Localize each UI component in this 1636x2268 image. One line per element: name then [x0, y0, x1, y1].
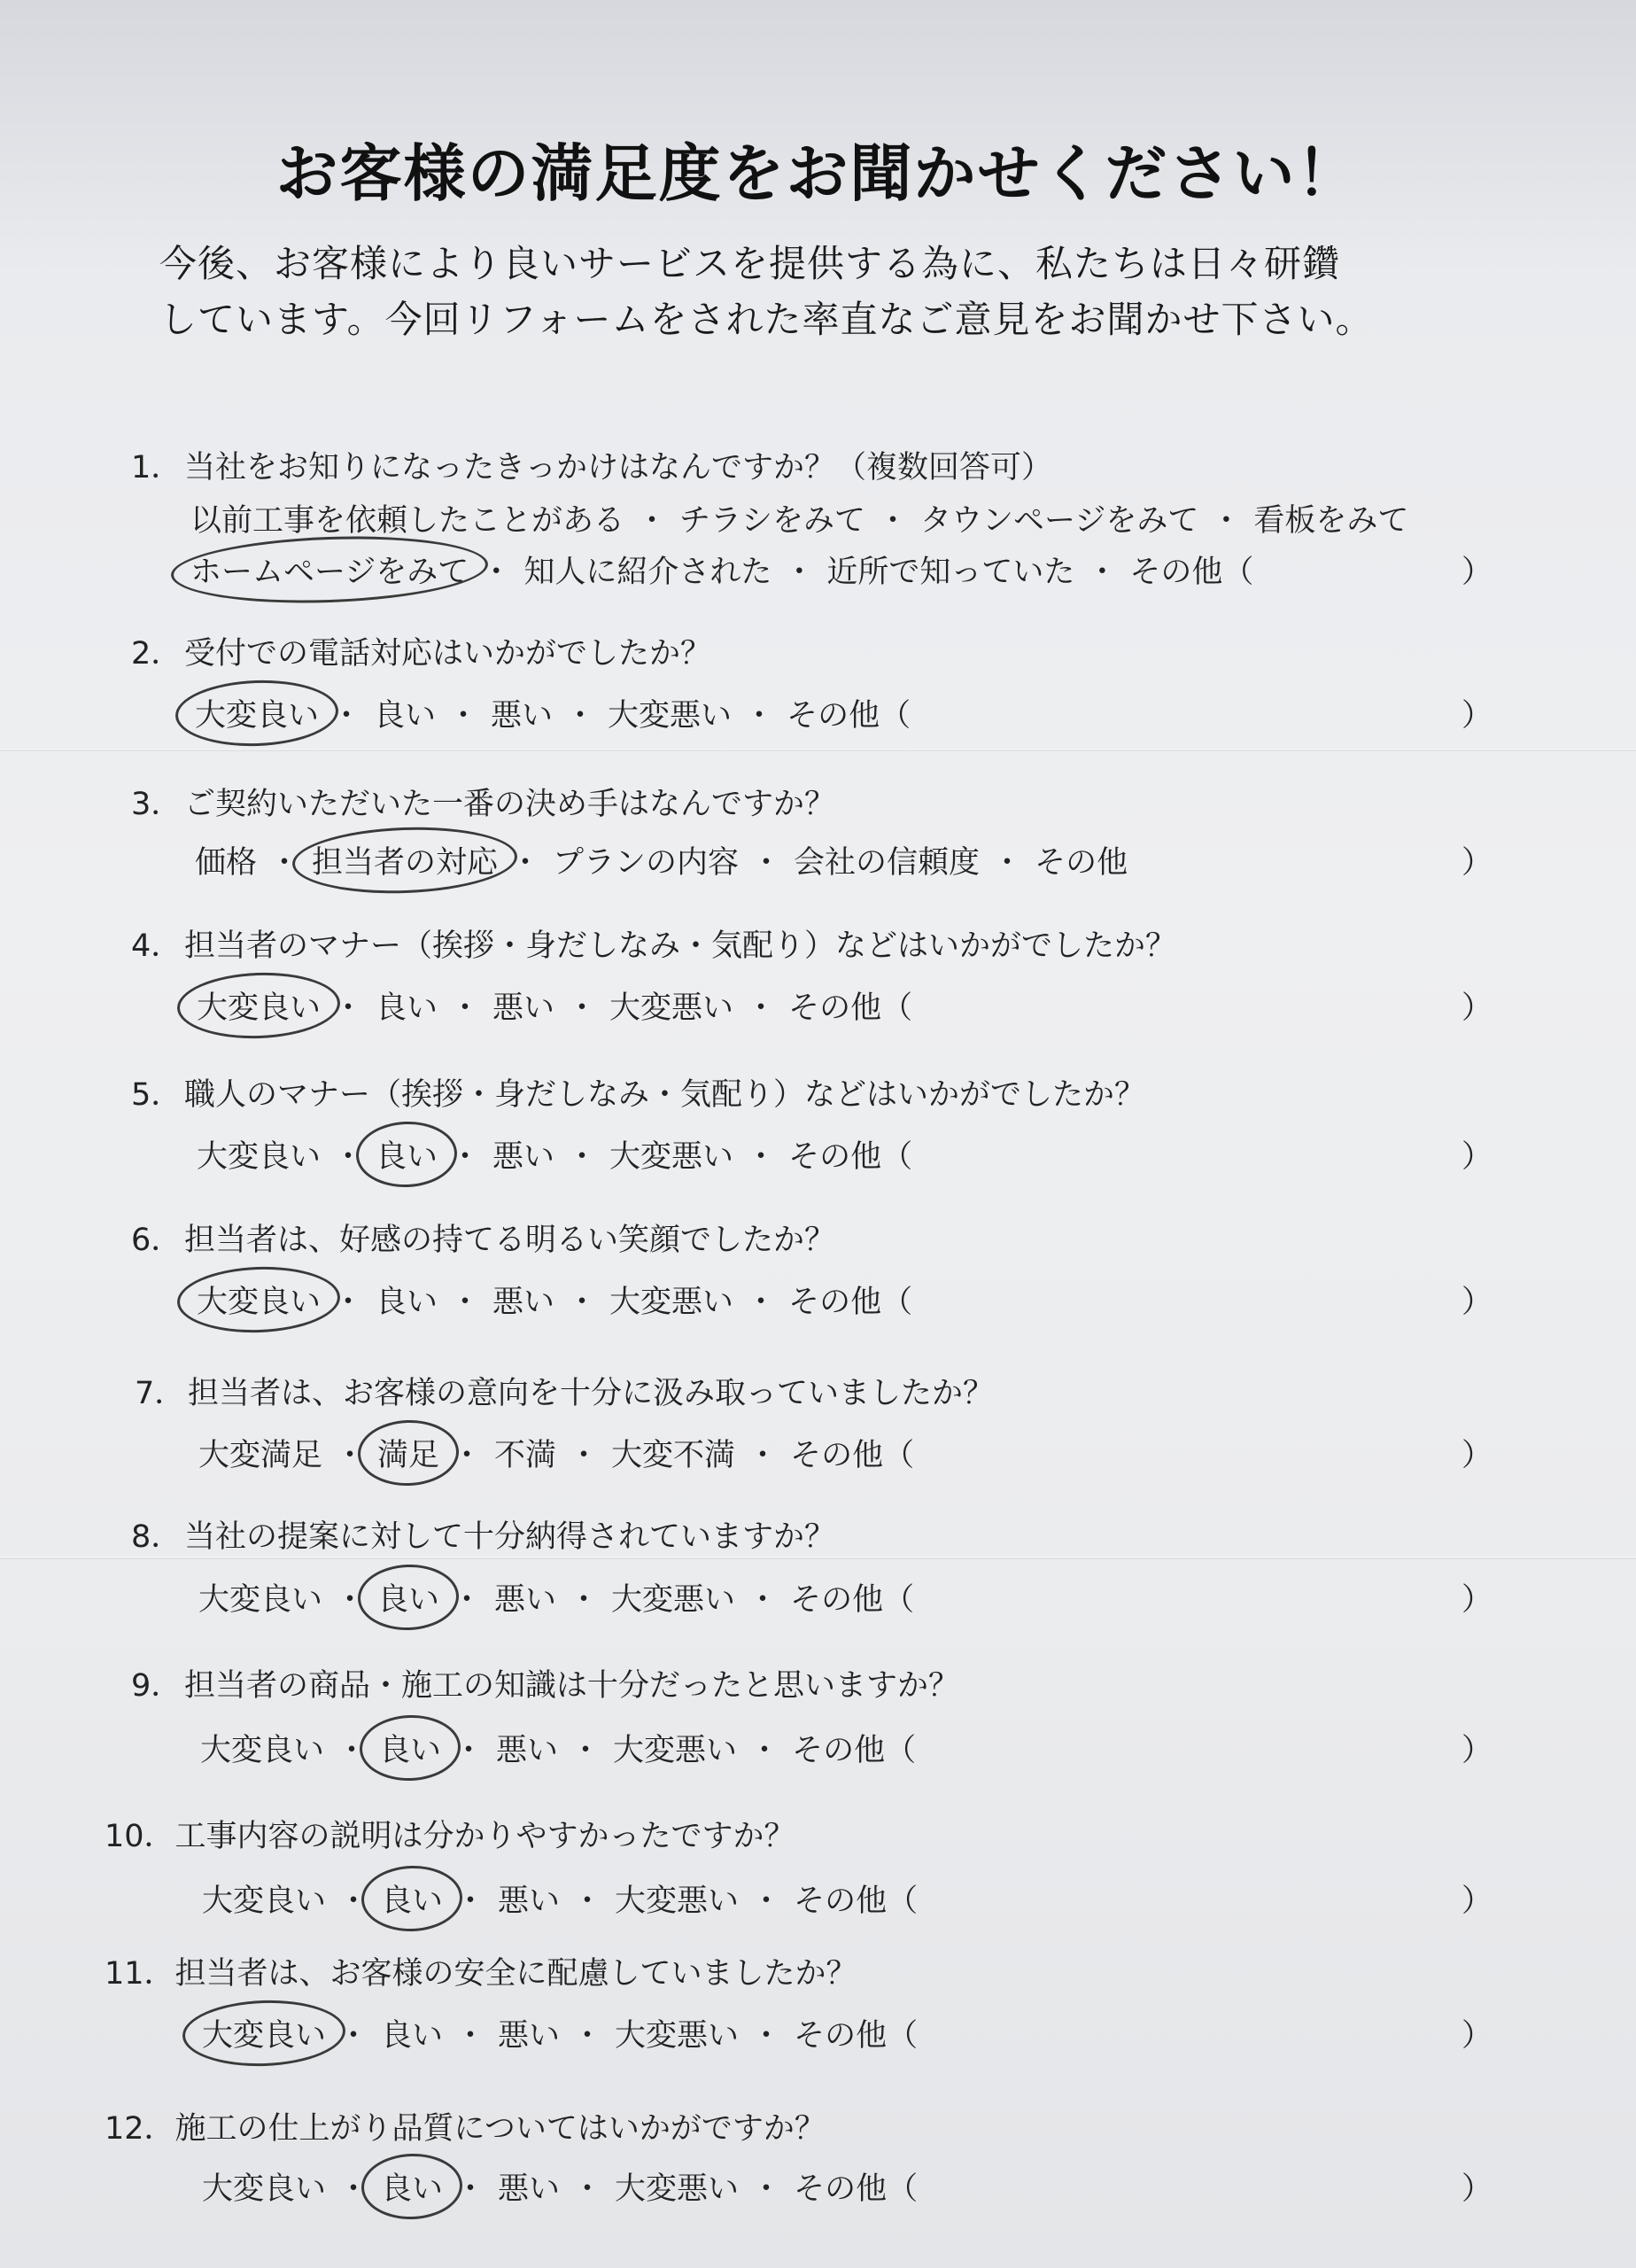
option[interactable]: 悪い	[498, 2018, 561, 2054]
option-separator: ・	[568, 1438, 600, 1473]
option[interactable]: 大変不満	[611, 1438, 736, 1473]
other-close-paren: ）	[1462, 698, 1493, 734]
option-separator: ・	[745, 1285, 777, 1320]
option[interactable]: 大変良い	[200, 1733, 325, 1768]
other-close-paren: ）	[1462, 1139, 1493, 1175]
question-number: 5．	[131, 1077, 182, 1113]
intro-line-1: 今後、お客様により良いサービスを提供する為に、私たちは日々研鑽	[159, 242, 1341, 285]
other-close-paren: ）	[1462, 1733, 1493, 1768]
other-close-paren: ）	[1462, 1582, 1493, 1618]
paper-fold-2	[0, 1557, 1636, 1559]
option-separator: ・	[748, 1733, 780, 1768]
option-separator: ・	[337, 1884, 369, 1919]
option-row	[197, 983, 912, 1028]
option-separator: ・	[451, 1438, 483, 1473]
option[interactable]: その他（	[788, 1139, 913, 1175]
other-close-paren: ）	[1462, 990, 1493, 1026]
other-close-paren: ）	[1462, 1438, 1493, 1473]
option-separator: ・	[747, 1438, 779, 1473]
option-separator: ・	[337, 2018, 369, 2054]
option-separator: ・	[451, 1582, 483, 1618]
option[interactable]: その他（	[794, 1884, 919, 1919]
question-label: 当社をお知りになったきっかけはなんですか？（複数回答可）	[184, 450, 1053, 485]
question-label: 施工の仕上がり品質についてはいかがですか？	[174, 2111, 826, 2147]
option-row	[197, 1278, 912, 1322]
option[interactable]: その他	[1035, 845, 1128, 881]
option-circled[interactable]: 大変良い	[197, 1278, 321, 1322]
option-circled[interactable]: 良い	[381, 2164, 443, 2209]
option[interactable]: プランの内容	[553, 845, 740, 881]
survey-title: お客様の満足度をお聞かせください！	[275, 137, 1361, 210]
option-row	[198, 1575, 914, 1619]
option[interactable]: 大変悪い	[608, 698, 733, 734]
option-separator: ・	[454, 2018, 486, 2054]
question-label: 工事内容の説明は分かりやすかったですか？	[174, 1819, 795, 1854]
option[interactable]: 悪い	[492, 1139, 555, 1175]
option[interactable]: 以前工事を依頼したことがある	[190, 503, 625, 539]
question-label: 担当者の商品・施工の知識は十分だったと思いますか？	[184, 1668, 960, 1704]
option[interactable]: 大変悪い	[615, 1884, 740, 1919]
option[interactable]: 悪い	[491, 698, 554, 734]
option-separator: ・	[1210, 503, 1242, 539]
option-row	[202, 1876, 918, 1921]
option-separator: ・	[566, 1285, 598, 1320]
option-circled[interactable]: 大変良い	[195, 691, 319, 735]
option[interactable]: 悪い	[492, 990, 555, 1026]
question-label: 担当者は、お客様の安全に配慮していましたか？	[174, 1956, 857, 1992]
option-separator: ・	[636, 503, 668, 539]
option-row	[202, 2011, 918, 2055]
option-separator: ・	[745, 1139, 777, 1175]
option-separator: ・	[877, 503, 909, 539]
other-close-paren: ）	[1462, 1884, 1493, 1919]
question-label: 担当者のマナー（挨拶・身だしなみ・気配り）などはいかがでしたか？	[184, 928, 1177, 964]
option-row	[198, 1431, 914, 1475]
option-separator: ・	[453, 1733, 485, 1768]
question-label: 担当者は、お客様の意向を十分に汲み取っていましたか？	[188, 1376, 995, 1411]
option-separator: ・	[449, 1285, 481, 1320]
option-separator: ・	[447, 698, 479, 734]
option-separator: ・	[991, 845, 1023, 881]
option-row	[195, 838, 1128, 882]
option-circled[interactable]: 良い	[379, 1726, 441, 1770]
option-separator: ・	[332, 990, 364, 1026]
question-12-text	[105, 2104, 826, 2148]
question-7-text	[135, 1369, 994, 1413]
question-number: 1．	[131, 450, 182, 485]
option[interactable]: 大変悪い	[609, 990, 734, 1026]
question-number: 2．	[131, 636, 182, 672]
option-separator: ・	[509, 845, 541, 881]
option-separator: ・	[743, 698, 775, 734]
other-close-paren: ）	[1462, 555, 1493, 590]
option[interactable]: 悪い	[498, 2171, 561, 2207]
question-2-text	[131, 629, 711, 673]
option-separator: ・	[750, 1884, 782, 1919]
option-row	[197, 1132, 912, 1177]
option-separator: ・	[568, 1582, 600, 1618]
option[interactable]: 知人に紹介された	[523, 555, 772, 590]
option-separator: ・	[336, 1733, 368, 1768]
option-separator: ・	[330, 698, 362, 734]
question-label: 当社の提案に対して十分納得されていますか？	[184, 1519, 836, 1555]
question-3-text	[131, 780, 835, 824]
question-number: 10．	[105, 1819, 175, 1854]
option-separator: ・	[449, 990, 481, 1026]
option-separator: ・	[566, 1139, 598, 1175]
option[interactable]: 悪い	[492, 1285, 555, 1320]
question-number: 9．	[131, 1668, 182, 1704]
option-separator: ・	[334, 1582, 366, 1618]
option-row	[190, 496, 1408, 540]
question-9-text	[131, 1661, 959, 1705]
option-separator: ・	[571, 2018, 603, 2054]
question-label: 受付での電話対応はいかがでしたか？	[184, 636, 712, 672]
other-close-paren: ）	[1462, 2018, 1493, 2054]
option[interactable]: その他（	[788, 990, 913, 1026]
option-separator: ・	[564, 698, 596, 734]
option-circled[interactable]: 良い	[381, 1876, 443, 1921]
option[interactable]: 大変悪い	[609, 1285, 734, 1320]
option-circled[interactable]: 担当者の対応	[312, 838, 498, 882]
question-number: 8．	[131, 1519, 182, 1555]
question-10-text	[105, 1812, 795, 1856]
option-circled[interactable]: 満足	[377, 1431, 439, 1475]
option[interactable]: 大変悪い	[615, 2171, 740, 2207]
option[interactable]: 悪い	[494, 1582, 557, 1618]
option[interactable]: チラシをみて	[679, 503, 866, 539]
option[interactable]: 大変良い	[198, 1582, 323, 1618]
option-circled[interactable]: ホームページをみて	[190, 548, 469, 592]
option[interactable]: 大変悪い	[615, 2018, 740, 2054]
option[interactable]: 良い	[376, 990, 438, 1026]
option-separator: ・	[449, 1139, 481, 1175]
option[interactable]: 大変悪い	[609, 1139, 734, 1175]
option[interactable]: 大変悪い	[611, 1582, 736, 1618]
option-separator: ・	[332, 1139, 364, 1175]
option-separator: ・	[783, 555, 815, 590]
question-number: 7．	[135, 1376, 186, 1411]
option[interactable]: その他（	[788, 1285, 913, 1320]
option-row	[195, 691, 911, 735]
option[interactable]: その他（	[794, 2018, 919, 2054]
option[interactable]: 悪い	[496, 1733, 559, 1768]
option[interactable]: 看板をみて	[1253, 503, 1409, 539]
other-close-paren: ）	[1462, 2171, 1493, 2207]
option[interactable]: タウンページをみて	[920, 503, 1199, 539]
option-separator: ・	[334, 1438, 366, 1473]
option-separator: ・	[480, 555, 512, 590]
option[interactable]: その他（	[790, 1438, 915, 1473]
option-separator: ・	[750, 845, 782, 881]
option[interactable]: 大変良い	[197, 1139, 322, 1175]
option-separator: ・	[454, 1884, 486, 1919]
question-4-text	[131, 921, 1176, 966]
option-separator: ・	[570, 1733, 601, 1768]
option[interactable]: 不満	[494, 1438, 557, 1473]
option[interactable]: その他（	[794, 2171, 919, 2207]
question-label: ご契約いただいた一番の決め手はなんですか？	[184, 787, 836, 822]
option[interactable]: 良い	[381, 2018, 444, 2054]
option[interactable]: その他（	[790, 1582, 915, 1618]
option[interactable]: 悪い	[498, 1884, 561, 1919]
question-11-text	[105, 1949, 857, 1993]
question-number: 3．	[131, 787, 182, 822]
option-separator: ・	[571, 2171, 603, 2207]
option[interactable]: その他（	[792, 1733, 917, 1768]
option[interactable]: 大変良い	[202, 2171, 327, 2207]
option-separator: ・	[566, 990, 598, 1026]
question-6-text	[131, 1216, 835, 1260]
option-separator: ・	[268, 845, 300, 881]
survey-intro	[159, 236, 1506, 347]
option-separator: ・	[337, 2171, 369, 2207]
intro-line-2: しています。今回リフォームをされた率直なご意見をお聞かせ下さい。	[159, 298, 1374, 341]
option[interactable]: 価格	[195, 845, 258, 881]
question-label: 担当者は、好感の持てる明るい笑顔でしたか？	[184, 1223, 836, 1258]
option-separator: ・	[571, 1884, 603, 1919]
option-separator: ・	[747, 1582, 779, 1618]
question-8-text	[131, 1512, 835, 1557]
option[interactable]: その他（	[1129, 555, 1254, 590]
option-separator: ・	[750, 2171, 782, 2207]
option-separator: ・	[454, 2171, 486, 2207]
question-number: 12．	[105, 2111, 175, 2147]
option-separator: ・	[332, 1285, 364, 1320]
option-separator: ・	[750, 2018, 782, 2054]
option[interactable]: 良い	[374, 698, 437, 734]
option[interactable]: 大変悪い	[613, 1733, 738, 1768]
option[interactable]: 良い	[376, 1285, 438, 1320]
question-number: 6．	[131, 1223, 182, 1258]
paper-fold-1	[0, 749, 1636, 751]
option-circled[interactable]: 大変良い	[197, 983, 321, 1028]
option-row	[202, 2164, 918, 2209]
option-separator: ・	[1086, 555, 1118, 590]
question-1-text	[131, 443, 1052, 487]
question-number: 11．	[105, 1956, 175, 1992]
option-row	[200, 1726, 916, 1770]
option-circled[interactable]: 良い	[377, 1575, 439, 1619]
question-label: 職人のマナー（挨拶・身だしなみ・気配り）などはいかがでしたか？	[184, 1077, 1146, 1113]
question-5-text	[131, 1070, 1145, 1115]
option-circled[interactable]: 大変良い	[202, 2011, 326, 2055]
other-close-paren: ）	[1462, 845, 1493, 881]
option-separator: ・	[745, 990, 777, 1026]
option[interactable]: 会社の信頼度	[794, 845, 981, 881]
option-circled[interactable]: 良い	[376, 1132, 438, 1177]
option[interactable]: 近所で知っていた	[826, 555, 1075, 590]
option[interactable]: その他（	[787, 698, 911, 734]
option[interactable]: 大変満足	[198, 1438, 323, 1473]
question-number: 4．	[131, 928, 182, 964]
option-row	[190, 548, 1253, 592]
option[interactable]: 大変良い	[202, 1884, 327, 1919]
other-close-paren: ）	[1462, 1285, 1493, 1320]
